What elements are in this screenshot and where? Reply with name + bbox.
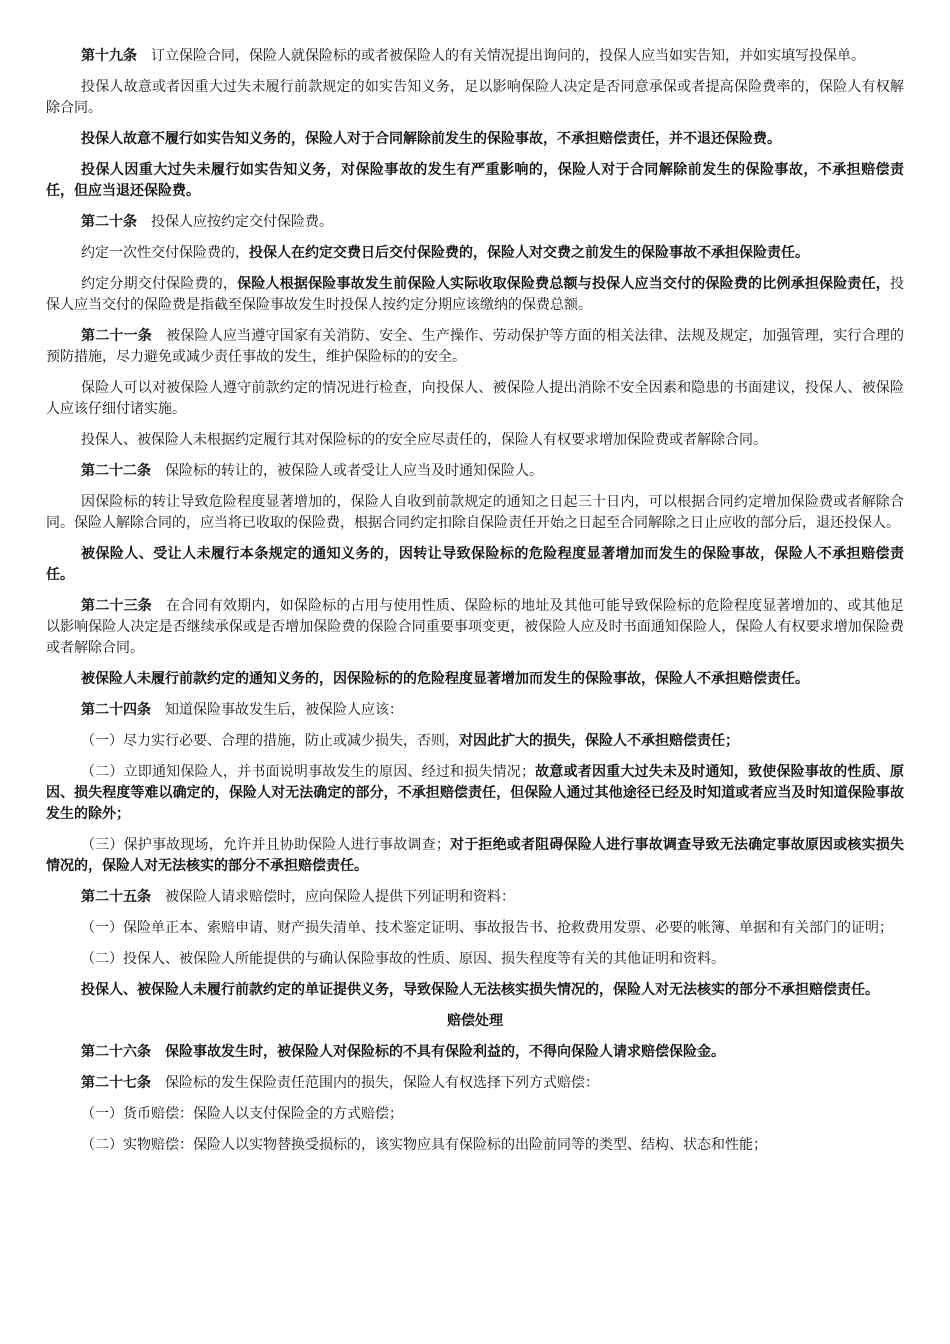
article-number: 第二十条: [81, 214, 137, 230]
body-paragraph: [46, 762, 904, 825]
paragraph-text: （二）投保人、被保险人所能提供的与确认保险事故的性质、原因、损失程度等有关的其他证明和资料。: [81, 951, 725, 967]
article-paragraph: [46, 1073, 904, 1094]
body-paragraph: [46, 731, 904, 752]
paragraph-text: 在合同有效期内，如保险标的占用与使用性质、保险标的地址及其他可能导致保险标的危险程度显著增加的、或其他足以影响保险人决定是否继续承保或是否增加保险费的保险合同重要事项变更，被保险人应及时书面通知保险人，保险人有权要求增加保险费或者解除合同。: [46, 598, 905, 656]
paragraph-text: （一）货币赔偿：保险人以支付保险金的方式赔偿；: [81, 1106, 403, 1122]
article-paragraph: [46, 326, 904, 368]
article-number: 第二十五条: [81, 889, 151, 905]
article-paragraph: [46, 700, 904, 721]
body-paragraph: [46, 378, 904, 420]
paragraph-text: 约定一次性交付保险费的，: [81, 245, 249, 261]
body-paragraph: [46, 129, 904, 150]
bold-text: 被保险人、受让人未履行本条规定的通知义务的，因转让导致保险标的危险程度显著增加而发生的保险事故，保险人不承担赔偿责任。: [46, 546, 904, 583]
paragraph-text: 保险标的转让的，被保险人或者受让人应当及时通知保险人。: [165, 463, 543, 479]
article-number: 第二十一条: [81, 328, 152, 344]
article-number: 第二十七条: [81, 1075, 151, 1091]
article-number: 第二十四条: [81, 702, 151, 718]
paragraph-text: 投保人故意或者因重大过失未履行前款规定的如实告知义务，足以影响保险人决定是否同意承保或者提高保险费率的，保险人有权解除合同。: [46, 79, 904, 116]
paragraph-text: 投保人、被保险人未根据约定履行其对保险标的的安全应尽责任的，保险人有权要求增加保险费或者解除合同。: [81, 432, 767, 448]
paragraph-text: 保险标的发生保险责任范围内的损失，保险人有权选择下列方式赔偿：: [165, 1075, 599, 1091]
section-title: 赔偿处理: [447, 1013, 503, 1029]
document-body: [46, 46, 904, 1156]
article-paragraph: [46, 1042, 904, 1063]
body-paragraph: [46, 949, 904, 970]
paragraph-text: 保险人可以对被保险人遵守前款约定的情况进行检查，向投保人、被保险人提出消除不安全因素和隐患的书面建议，投保人、被保险人应该仔细付诸实施。: [46, 380, 904, 417]
bold-text: 投保人在约定交费日后交付保险费的，保险人对交费之前发生的保险事故不承担保险责任。: [249, 245, 809, 261]
body-paragraph: [46, 243, 904, 264]
body-paragraph: [46, 1104, 904, 1125]
body-paragraph: [46, 160, 904, 202]
bold-text: 保险事故发生时，被保险人对保险标的不具有保险利益的，不得向保险人请求赔偿保险金。: [165, 1044, 725, 1060]
paragraph-text: （一）保险单正本、索赔申请、财产损失清单、技术鉴定证明、事故报告书、抢救费用发票、必要的帐簿、单据和有关部门的证明；: [81, 920, 893, 936]
body-paragraph: [46, 835, 904, 877]
article-number: 第二十二条: [81, 463, 151, 479]
paragraph-text: 订立保险合同，保险人就保险标的或者被保险人的有关情况提出询问的，投保人应当如实告知，并如实填写投保单。: [151, 48, 865, 64]
article-paragraph: [46, 46, 904, 67]
article-number: 第十九条: [81, 48, 137, 64]
body-paragraph: [46, 492, 904, 534]
article-paragraph: [46, 212, 904, 233]
bold-text: 被保险人未履行前款约定的通知义务的，因保险标的的危险程度显著增加而发生的保险事故，保险人不承担赔偿责任。: [81, 671, 809, 687]
body-paragraph: [46, 77, 904, 119]
bold-text: 对因此扩大的损失，保险人不承担赔偿责任；: [459, 733, 739, 749]
bold-text: 故意或者因重大过失未及时通知，致使保险事故的性质、原因、损失程度等难以确定的，保险人对无法确定的部分，不承担赔偿责任，但保险人通过其他途径已经及时知道或者应当及时知道保险事故发生的除外；: [46, 764, 905, 822]
paragraph-text: （一）尽力实行必要、合理的措施，防止或减少损失，否则，: [81, 733, 459, 749]
article-paragraph: [46, 887, 904, 908]
article-number: 第二十三条: [81, 598, 152, 614]
body-paragraph: [46, 430, 904, 451]
paragraph-text: （二）实物赔偿：保险人以实物替换受损标的，该实物应具有保险标的出险前同等的类型、结构、状态和性能；: [81, 1137, 767, 1153]
bold-text: 投保人、被保险人未履行前款约定的单证提供义务，导致保险人无法核实损失情况的，保险人对无法核实的部分不承担赔偿责任。: [81, 982, 879, 998]
paragraph-text: 因保险标的转让导致危险程度显著增加的，保险人自收到前款规定的通知之日起三十日内，可以根据合同约定增加保险费或者解除合同。保险人解除合同的，应当将已收取的保险费，根据合同约定扣除自保险责任开始之日起至合同解除之日止应收的部分后，退还投保人。: [46, 494, 904, 531]
paragraph-text: （二）立即通知保险人，并书面说明事故发生的原因、经过和损失情况；: [81, 764, 535, 780]
body-paragraph: [46, 544, 904, 586]
paragraph-text: 知道保险事故发生后，被保险人应该：: [165, 702, 403, 718]
bold-text: 对于拒绝或者阻碍保险人进行事故调查导致无法确定事故原因或核实损失情况的，保险人对无法核实的部分不承担赔偿责任。: [46, 837, 905, 874]
bold-text: 投保人因重大过失未履行如实告知义务，对保险事故的发生有严重影响的，保险人对于合同解除前发生的保险事故，不承担赔偿责任，但应当退还保险费。: [46, 162, 904, 199]
body-paragraph: [46, 1135, 904, 1156]
bold-text: 保险人根据保险事故发生前保险人实际收取保险费总额与投保人应当交付的保险费的比例承担保险责任，: [237, 276, 890, 292]
paragraph-text: （三）保护事故现场，允许并且协助保险人进行事故调查；: [81, 837, 450, 853]
body-paragraph: [46, 274, 904, 316]
paragraph-text: 约定分期交付保险费的，: [81, 276, 238, 292]
article-number: 第二十六条: [81, 1044, 151, 1060]
paragraph-text: 被保险人请求赔偿时，应向保险人提供下列证明和资料：: [165, 889, 515, 905]
bold-text: 投保人故意不履行如实告知义务的，保险人对于合同解除前发生的保险事故，不承担赔偿责任，并不退还保险费。: [81, 131, 781, 147]
paragraph-text: 投保人应按约定交付保险费。: [151, 214, 333, 230]
body-paragraph: [46, 980, 904, 1001]
article-paragraph: [46, 461, 904, 482]
paragraph-text: 被保险人应当遵守国家有关消防、安全、生产操作、劳动保护等方面的相关法律、法规及规定，加强管理，实行合理的预防措施，尽力避免或减少责任事故的发生，维护保险标的的安全。: [46, 328, 905, 365]
body-paragraph: [46, 669, 904, 690]
paragraph-text: 投保人应当交付的保险费是指截至保险事故发生时投保人按约定分期应该缴纳的保费总额。: [46, 276, 904, 313]
body-paragraph: [46, 918, 904, 939]
article-paragraph: [46, 596, 904, 659]
